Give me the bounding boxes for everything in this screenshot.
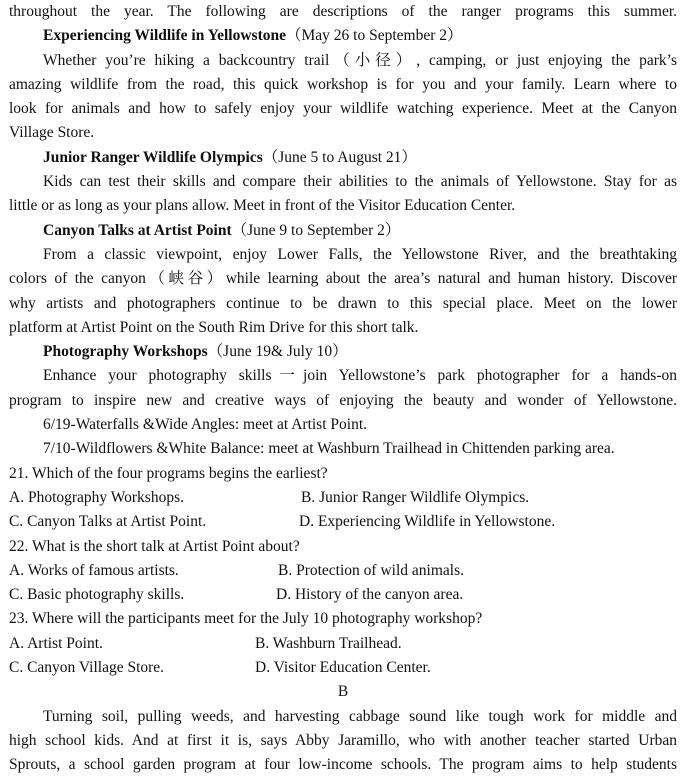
answer-option: D. Experiencing Wildlife in Yellowstone. <box>299 513 556 531</box>
answer-option: C. Canyon Village Store. <box>9 659 165 677</box>
program-dates: （June 5 to August 21） <box>262 148 417 166</box>
program-title: Canyon Talks at Artist Point <box>43 221 232 239</box>
answer-option: D. Visitor Education Center. <box>255 659 431 677</box>
paragraph-line: little or as long as your plans allow. Meet in front of the Visitor Education Center. <box>9 197 516 215</box>
program-title: Experiencing Wildlife in Yellowstone <box>43 27 286 45</box>
answer-option: D. History of the canyon area. <box>276 586 464 604</box>
answer-options-row <box>9 559 677 583</box>
answer-options-row <box>9 656 677 680</box>
answer-option: C. Canyon Talks at Artist Point. <box>9 513 207 531</box>
paragraph-line: 7/10-Wildflowers &White Balance: meet at Washburn Trailhead in Chittenden parking area. <box>43 440 615 458</box>
answer-option: B. Protection of wild animals. <box>278 561 464 579</box>
answer-option: B. Junior Ranger Wildlife Olympics. <box>301 488 530 506</box>
question-stem: 21. Which of the four programs begins the earliest? <box>9 464 328 482</box>
intro-line: throughout the year. The following are descriptions of the ranger programs this summer. <box>9 3 677 20</box>
paragraph-line: Kids can test their skills and compare their abilities to the animals of Yellowstone. Stay for as <box>43 173 677 191</box>
program-dates: （June 9 to September 2） <box>231 221 401 239</box>
paragraph-line: From a classic viewpoint, enjoy Lower Falls, the Yellowstone River, and the breathtaking <box>43 245 677 263</box>
answer-options-row <box>9 510 677 534</box>
answer-options-row <box>9 632 677 656</box>
paragraph-line: high school kids. And at first it is, says Abby Jaramillo, who with another teacher started Urban <box>9 731 677 749</box>
answer-options-row <box>9 583 677 607</box>
program-title: Junior Ranger Wildlife Olympics <box>43 148 263 166</box>
paragraph-line: Enhance your photography skills一join Yellowstone’s park photographer for a hands-on <box>43 367 677 385</box>
answer-option: C. Basic photography skills. <box>9 586 185 604</box>
paragraph-line: 6/19-Waterfalls &Wide Angles: meet at Artist Point. <box>43 416 368 434</box>
program-dates: （June 19& July 10） <box>207 343 348 361</box>
paragraph-line: Sprouts, a school garden program at four low-income schools. The program aims to help students <box>9 756 677 774</box>
program-heading-canyon-talks <box>9 219 677 243</box>
program-heading-olympics <box>9 146 677 170</box>
paragraph-line: look for animals and how to safely enjoy your wildlife watching experience. Meet at the Canyon <box>9 100 677 118</box>
paragraph-line: platform at Artist Point on the South Rim Drive for this short talk. <box>9 318 419 336</box>
paragraph-line: why artists and photographers continue to be drawn to this special place. Meet on the lower <box>9 294 677 312</box>
answer-option: A. Artist Point. <box>9 634 103 652</box>
program-dates: （May 26 to September 2） <box>286 27 463 45</box>
paragraph-line: Turning soil, pulling weeds, and harvesting cabbage sound like tough work for middle and <box>43 707 677 725</box>
question-stem: 22. What is the short talk at Artist Point about? <box>9 537 300 555</box>
program-heading-photography <box>9 340 677 364</box>
program-title: Photography Workshops <box>43 343 208 361</box>
paragraph-line: program to inspire new and creative ways of enjoying the beauty and wonder of Yellowstone. <box>9 391 677 409</box>
answer-option: A. Photography Workshops. <box>9 488 184 506</box>
paragraph-line: Village Store. <box>9 124 95 142</box>
paragraph-line: colors of the canyon（峡谷）while learning about the area’s natural and human history. Discover <box>9 270 677 288</box>
question-stem: 23. Where will the participants meet for the July 10 photography workshop? <box>9 610 483 628</box>
program-heading-wildlife <box>9 24 677 48</box>
paragraph-line: amazing wildlife from the road, this quick workshop is for you and your family. Learn where to <box>9 75 677 93</box>
answer-option: B. Washburn Trailhead. <box>255 634 402 652</box>
answer-options-row <box>9 486 677 510</box>
section-heading: B <box>337 683 349 701</box>
answer-option: A. Works of famous artists. <box>9 561 179 579</box>
paragraph-line: Whether you’re hiking a backcountry trail（小径）, camping, or just enjoying the park’s <box>43 51 677 69</box>
